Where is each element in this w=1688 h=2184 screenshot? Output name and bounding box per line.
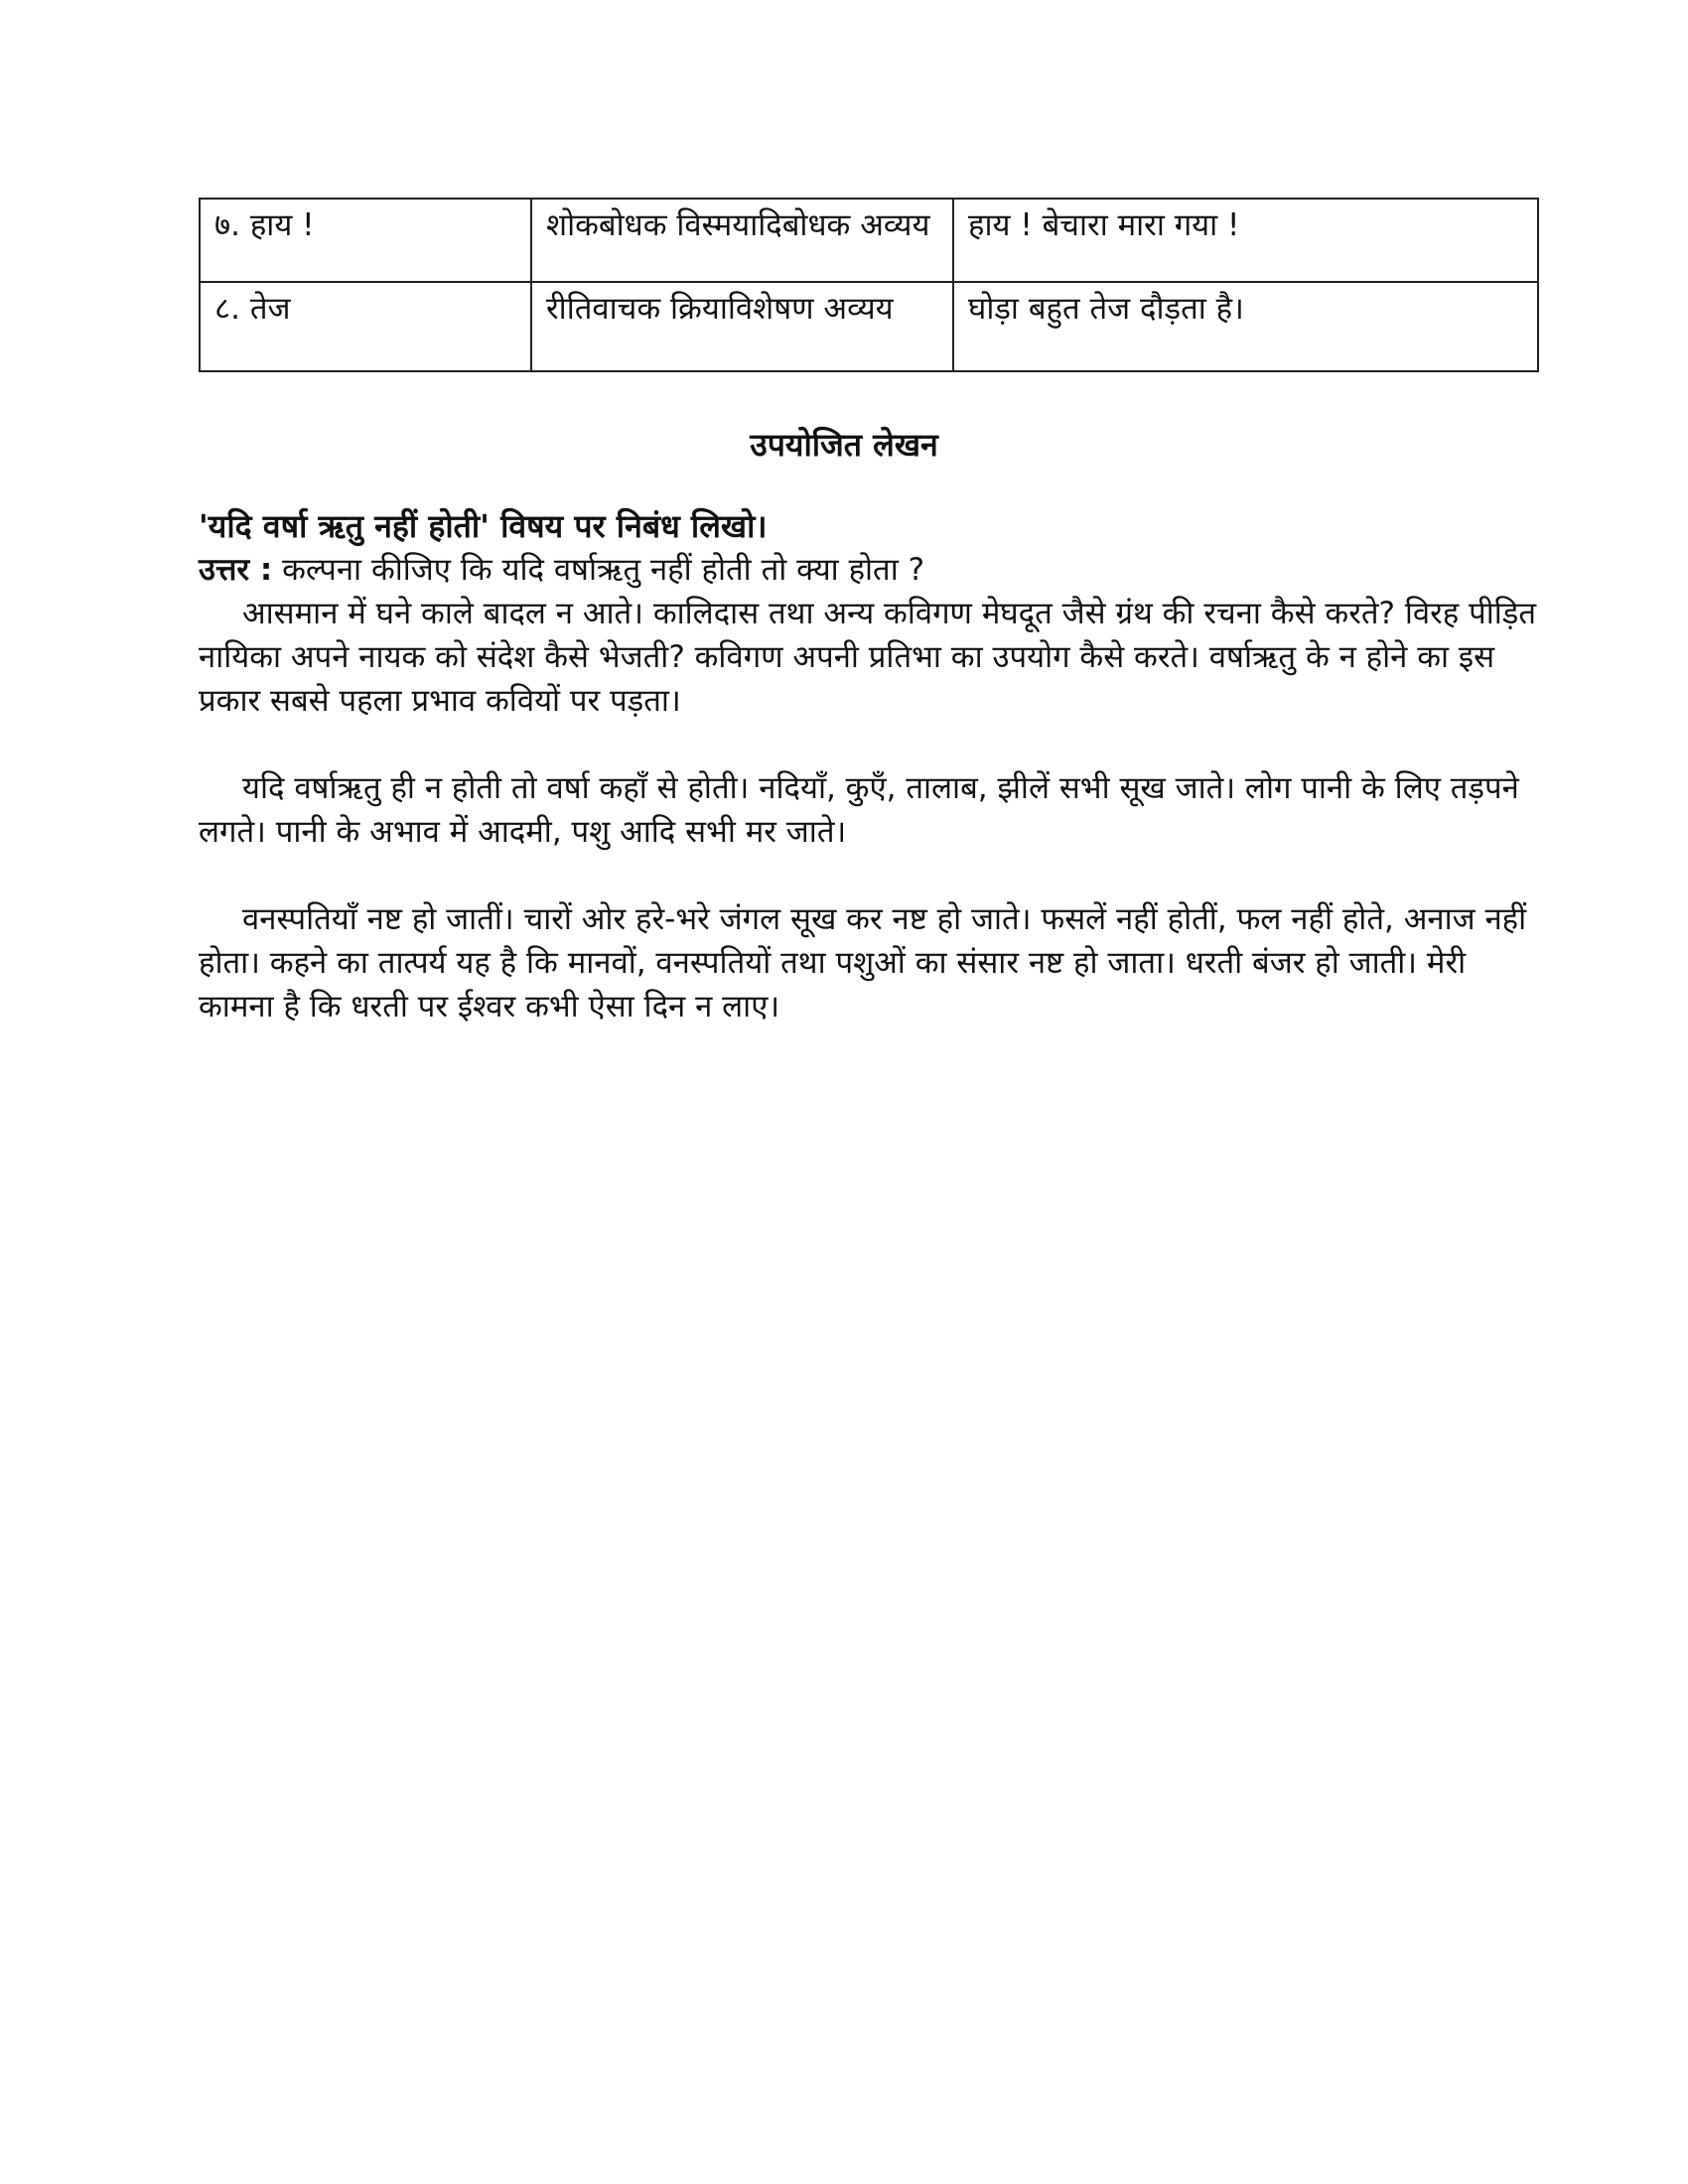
table-cell-example: हाय ! बेचारा मारा गया ! bbox=[953, 199, 1538, 282]
section-title: उपयोजित लेखन bbox=[750, 426, 938, 464]
grammar-table bbox=[199, 198, 1539, 372]
table-row bbox=[200, 282, 1538, 371]
essay-block bbox=[199, 504, 1539, 1028]
answer-intro: कल्पना कीजिए कि यदि वर्षाऋतु नहीं होती तो क्या होता ? bbox=[282, 552, 925, 588]
answer-intro-line bbox=[199, 548, 1539, 592]
answer-label: उत्तर : bbox=[199, 552, 273, 588]
table-row bbox=[200, 199, 1538, 282]
essay-paragraph: आसमान में घने काले बादल न आते। कालिदास तथा अन्य कविगण मेघदूत जैसे ग्रंथ की रचना कैसे करते? विरह पीड़ित नायिका अपने नायक को संदेश कैसे भेजती? कविगण अपनी प्रतिभा का उपयोग कैसे करते। वर्षाऋतु के न होने का इस प्रकार सबसे पहला प्रभाव कवियों पर पड़ता। bbox=[199, 596, 1537, 719]
essay-question: 'यदि वर्षा ऋतु नहीं होती' विषय पर निबंध लिखो। bbox=[199, 507, 768, 545]
table-cell-word: ७. हाय ! bbox=[200, 199, 531, 282]
essay-paragraph: वनस्पतियाँ नष्ट हो जातीं। चारों ओर हरे-भरे जंगल सूख कर नष्ट हो जाते। फसलें नहीं होतीं, फल नहीं होते, अनाज नहीं होता। कहने का तात्पर्य यह है कि मानवों, वनस्पतियों तथा पशुओं का संसार नष्ट हो जाता। धरती बंजर हो जाती। मेरी कामना है कि धरती पर ईश्वर कभी ऐसा दिन न लाए। bbox=[199, 901, 1527, 1024]
table-cell-type: शोकबोधक विस्मयादिबोधक अव्यय bbox=[531, 199, 953, 282]
essay-paragraph: यदि वर्षाऋतु ही न होती तो वर्षा कहाँ से होती। नदियाँ, कुएँ, तालाब, झीलें सभी सूख जाते। लोग पानी के लिए तड़पने लगते। पानी के अभाव में आदमी, पशु आदि सभी मर जाते। bbox=[199, 770, 1519, 850]
table-cell-example: घोड़ा बहुत तेज दौड़ता है। bbox=[953, 282, 1538, 371]
table-cell-type: रीतिवाचक क्रियाविशेषण अव्यय bbox=[531, 282, 953, 371]
table-cell-word: ८. तेज bbox=[200, 282, 531, 371]
